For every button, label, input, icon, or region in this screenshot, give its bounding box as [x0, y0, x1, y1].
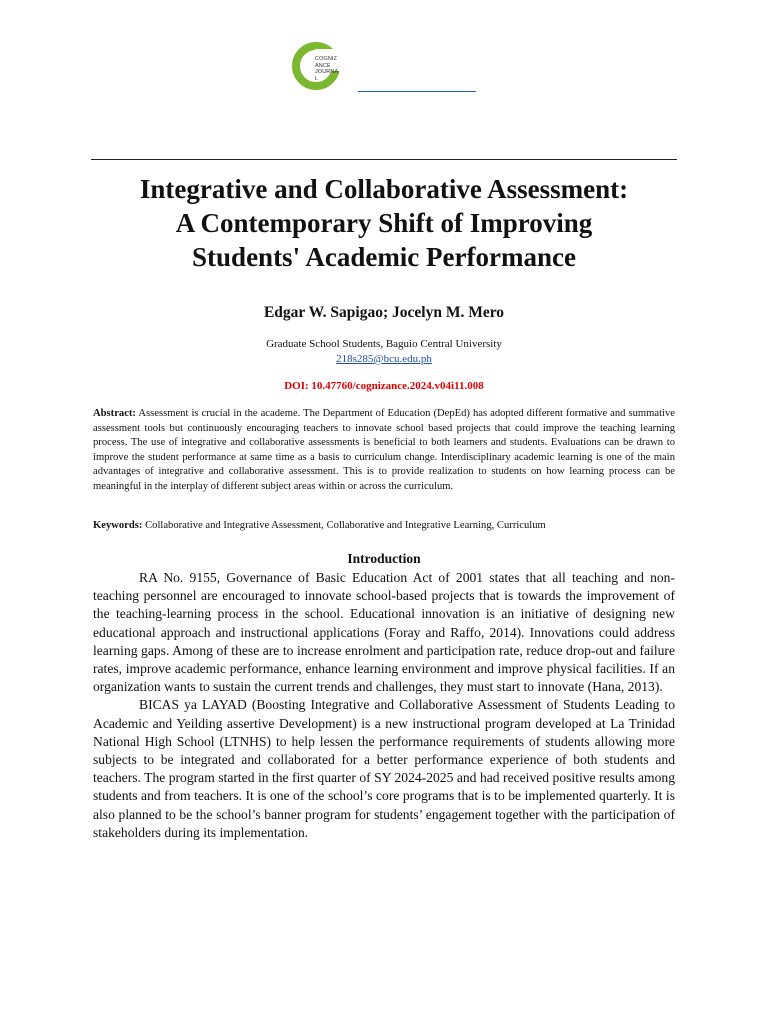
journal-logo-text: [315, 56, 339, 82]
authors: Edgar W. Sapigao; Jocelyn M. Mero: [263, 304, 505, 321]
paragraph: RA No. 9155, Governance of Basic Education Act of 2001 states that all teaching and non-teaching personnel are encouraged to innovate school-based projects that is towards the improvement of the teaching-learning process in the school. Educational innovation is an initiative of designing new educational approach and instructional applications (Foray and Raffo, 2014). Innovations could address learning gaps. Among of these are to increase enrolment and participation rate, reduce drop-out and failure rates, improve academic performance, enhance learning environment and improve physical facilities. If an organization wants to sustain the current trends and challenges, they must start to innovate (Hana, 2013).: [93, 570, 675, 695]
abstract-label: Abstract:: [93, 408, 136, 419]
introduction-body: [93, 569, 675, 842]
keywords: [93, 519, 675, 533]
abstract: [93, 407, 675, 495]
affiliation: Graduate School Students, Baguio Central University: [266, 338, 502, 350]
journal-name: COGNIZANCE JOURNAL: [315, 56, 339, 82]
email-link[interactable]: 218s285@bcu.edu.ph: [336, 353, 432, 365]
keywords-label: Keywords:: [93, 520, 143, 531]
abstract-text: Assessment is crucial in the academe. The Department of Education (DepEd) has adopted different formative and summative assessment tools but continuously encouraging teachers to innovate school based projects that could improve the teaching learning process. The use of integrative and collaborative assessments is beneficial to both learners and students. Evaluations can be drawn to improve the student performance at same time as a basis to curriculum change. Interdisciplinary academic learning is one of the main advantages of integrative and collaborative assessment. This is to provide realization to students on how learning process can be meaningful in the interplay of different subject areas within or across the curriculum.: [93, 408, 675, 492]
doi[interactable]: DOI: 10.47760/cognizance.2024.v04i11.008: [284, 380, 484, 392]
title-line-1: Integrative and Collaborative Assessment:: [139, 174, 629, 204]
title-line-2: A Contemporary Shift of Improving: [175, 208, 593, 238]
section-heading-introduction: Introduction: [347, 551, 421, 566]
header-rule: [91, 159, 677, 160]
title-line-3: Students' Academic Performance: [192, 242, 576, 272]
header-link-line[interactable]: [358, 91, 476, 92]
keywords-text: Collaborative and Integrative Assessment, Collaborative and Integrative Learning, Curriculum: [142, 520, 546, 531]
affiliation-block: [0, 337, 768, 367]
paragraph: BICAS ya LAYAD (Boosting Integrative and Collaborative Assessment of Students Leading to Academic and Yeilding assertive Development) is a new instructional program developed at La Trinidad National High School (LTNHS) to help lessen the performance requirements of students allowing more subjects to be integrated and collaborated for a better performance experience of both students and teachers. The program started in the first quarter of SY 2024-2025 and had received positive results among students and from teachers. It is one of the school’s core programs that is to be implemented quarterly. It is also planned to be the school’s banner program for students’ engagement together with the participation of stakeholders during its implementation.: [93, 697, 675, 840]
paper-title: [60, 172, 708, 274]
